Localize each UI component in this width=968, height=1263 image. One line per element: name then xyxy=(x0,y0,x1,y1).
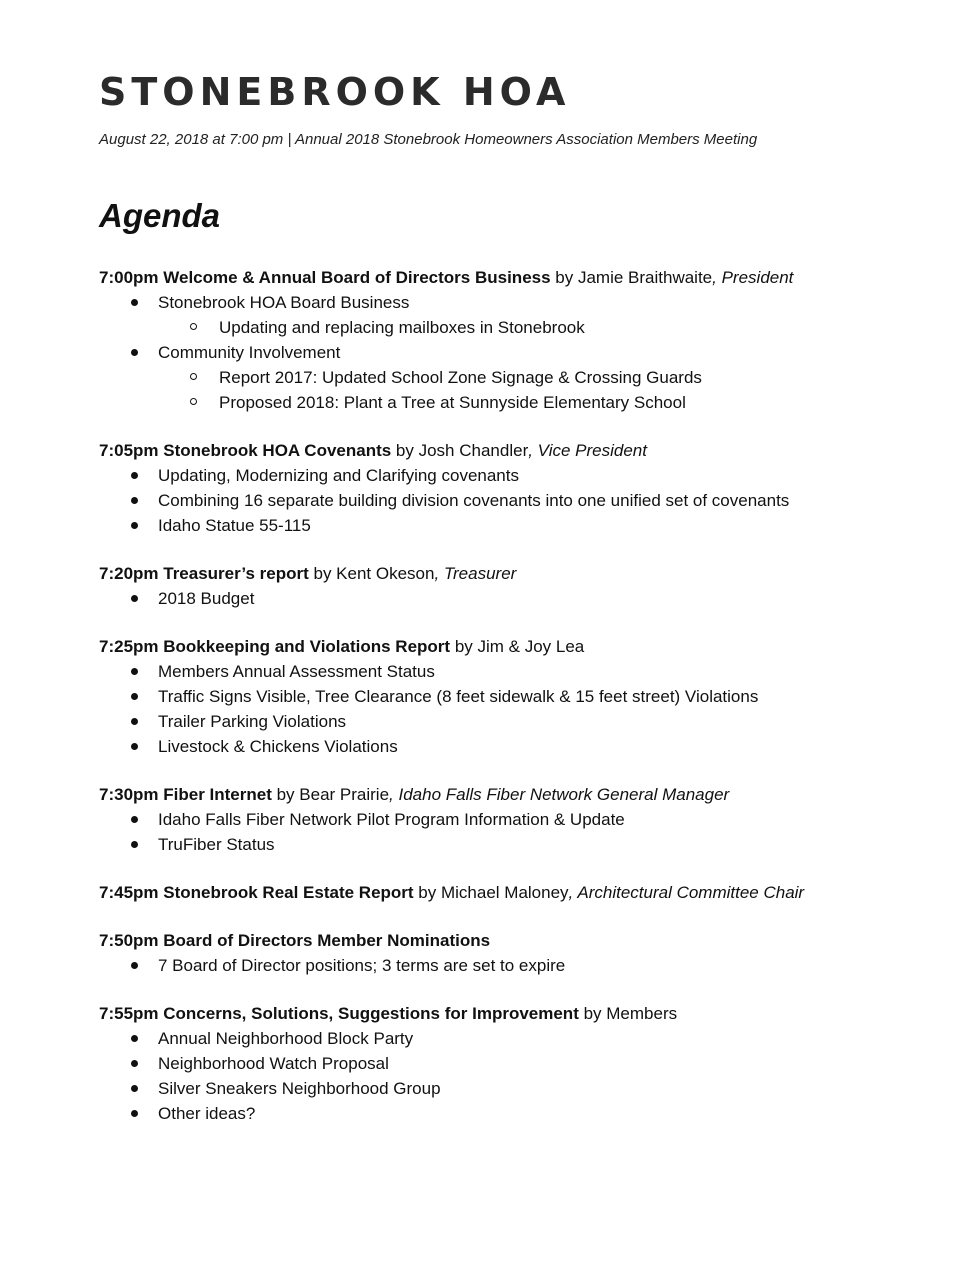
bullet-text: 2018 Budget xyxy=(158,589,255,608)
bullet-item xyxy=(99,290,919,315)
hollow-circle-icon xyxy=(190,398,197,405)
bullet-list xyxy=(99,1026,919,1126)
bullet-text: Stonebrook HOA Board Business xyxy=(158,293,410,312)
agenda-item-heading xyxy=(99,265,919,290)
agenda-item-role: , Idaho Falls Fiber Network General Manager xyxy=(389,785,730,804)
bullet-text: Traffic Signs Visible, Tree Clearance (8 feet sidewalk & 15 feet street) Violations xyxy=(158,687,759,706)
bullet-dot-icon xyxy=(131,1060,138,1067)
agenda-item xyxy=(99,265,919,415)
agenda-item-role: , Treasurer xyxy=(434,564,517,583)
bullet-text: Community Involvement xyxy=(158,343,341,362)
bullet-dot-icon xyxy=(131,1085,138,1092)
bullet-text: Annual Neighborhood Block Party xyxy=(158,1029,414,1048)
bullet-dot-icon xyxy=(131,497,138,504)
bullet-list xyxy=(99,659,919,759)
bullet-list xyxy=(99,586,919,611)
agenda-item-time-title: 7:00pm Welcome & Annual Board of Directors Business xyxy=(99,268,551,287)
agenda-item-time-title: 7:25pm Bookkeeping and Violations Report xyxy=(99,637,451,656)
bullet-dot-icon xyxy=(131,668,138,675)
agenda-heading: Agenda xyxy=(99,197,221,234)
bullet-text: Trailer Parking Violations xyxy=(158,712,347,731)
agenda-item xyxy=(99,928,919,978)
bullet-text: Idaho Statue 55-115 xyxy=(158,516,311,535)
bullet-item xyxy=(99,463,919,488)
bullet-item xyxy=(99,734,919,759)
bullet-text: Other ideas? xyxy=(158,1104,256,1123)
bullet-item xyxy=(99,807,919,832)
agenda-item-heading xyxy=(99,561,919,586)
bullet-text: Neighborhood Watch Proposal xyxy=(158,1054,389,1073)
agenda-items xyxy=(99,265,919,1149)
agenda-item-role: , Vice President xyxy=(528,441,647,460)
bullet-text: Updating, Modernizing and Clarifying covenants xyxy=(158,466,519,485)
bullet-list xyxy=(99,953,919,978)
agenda-item-presenter: by Josh Chandler xyxy=(391,441,529,460)
agenda-item-time-title: 7:05pm Stonebrook HOA Covenants xyxy=(99,441,392,460)
bullet-list xyxy=(99,290,919,415)
agenda-item-presenter: by Kent Okeson xyxy=(308,564,435,583)
bullet-dot-icon xyxy=(131,472,138,479)
agenda-item xyxy=(99,1001,919,1126)
bullet-dot-icon xyxy=(131,299,138,306)
agenda-item-time-title: 7:50pm Board of Directors Member Nominations xyxy=(99,931,491,950)
sub-bullet-text: Report 2017: Updated School Zone Signage & Crossing Guards xyxy=(219,368,702,387)
bullet-text: Members Annual Assessment Status xyxy=(158,662,435,681)
bullet-item xyxy=(99,1101,919,1126)
agenda-item-presenter: by Jamie Braithwaite xyxy=(550,268,713,287)
sub-bullet-list xyxy=(99,315,919,340)
bullet-text: Combining 16 separate building division covenants into one unified set of covenants xyxy=(158,491,790,510)
sub-bullet-list xyxy=(99,365,919,415)
agenda-item xyxy=(99,561,919,611)
bullet-item xyxy=(99,659,919,684)
bullet-dot-icon xyxy=(131,841,138,848)
bullet-item xyxy=(99,684,919,709)
bullet-dot-icon xyxy=(131,693,138,700)
agenda-item-time-title: 7:45pm Stonebrook Real Estate Report xyxy=(99,883,414,902)
bullet-list xyxy=(99,807,919,857)
agenda-item-presenter: by Members xyxy=(578,1004,678,1023)
bullet-dot-icon xyxy=(131,718,138,725)
bullet-item xyxy=(99,340,919,365)
bullet-dot-icon xyxy=(131,1110,138,1117)
bullet-item xyxy=(99,1051,919,1076)
bullet-text: Silver Sneakers Neighborhood Group xyxy=(158,1079,441,1098)
sub-bullet-item xyxy=(99,390,919,415)
meeting-line: August 22, 2018 at 7:00 pm | Annual 2018 Stonebrook Homeowners Association Members Meeting xyxy=(99,131,758,148)
agenda-item-heading xyxy=(99,880,919,905)
bullet-dot-icon xyxy=(131,1035,138,1042)
sub-bullet-item xyxy=(99,365,919,390)
agenda-item-heading xyxy=(99,928,919,953)
bullet-dot-icon xyxy=(131,349,138,356)
bullet-item xyxy=(99,513,919,538)
bullet-item xyxy=(99,832,919,857)
bullet-text: Idaho Falls Fiber Network Pilot Program Information & Update xyxy=(158,810,625,829)
agenda-item-heading xyxy=(99,634,919,659)
agenda-item-role: , President xyxy=(712,268,794,287)
hollow-circle-icon xyxy=(190,373,197,380)
bullet-list xyxy=(99,463,919,538)
bullet-dot-icon xyxy=(131,743,138,750)
sub-bullet-text: Proposed 2018: Plant a Tree at Sunnyside Elementary School xyxy=(219,393,686,412)
bullet-dot-icon xyxy=(131,962,138,969)
hollow-circle-icon xyxy=(190,323,197,330)
agenda-item xyxy=(99,782,919,857)
bullet-item xyxy=(99,1026,919,1051)
agenda-item-presenter: by Jim & Joy Lea xyxy=(450,637,585,656)
agenda-item-presenter: by Michael Maloney xyxy=(413,883,569,902)
agenda-item-heading xyxy=(99,438,919,463)
agenda-item-time-title: 7:20pm Treasurer’s report xyxy=(99,564,309,583)
bullet-text: TruFiber Status xyxy=(158,835,275,854)
agenda-item-time-title: 7:55pm Concerns, Solutions, Suggestions for Improvement xyxy=(99,1004,579,1023)
bullet-dot-icon xyxy=(131,522,138,529)
bullet-item xyxy=(99,488,919,513)
sub-bullet-text: Updating and replacing mailboxes in Stonebrook xyxy=(219,318,585,337)
agenda-item-heading xyxy=(99,782,919,807)
bullet-text: 7 Board of Director positions; 3 terms are set to expire xyxy=(158,956,566,975)
bullet-item xyxy=(99,586,919,611)
bullet-dot-icon xyxy=(131,816,138,823)
agenda-item-time-title: 7:30pm Fiber Internet xyxy=(99,785,272,804)
org-title: STONEBROOK HOA xyxy=(99,70,571,114)
agenda-item xyxy=(99,438,919,538)
agenda-item-role: , Architectural Committee Chair xyxy=(568,883,805,902)
agenda-item-presenter: by Bear Prairie xyxy=(271,785,390,804)
agenda-item-heading xyxy=(99,1001,919,1026)
bullet-text: Livestock & Chickens Violations xyxy=(158,737,398,756)
agenda-item xyxy=(99,880,919,905)
bullet-item xyxy=(99,953,919,978)
sub-bullet-item xyxy=(99,315,919,340)
bullet-item xyxy=(99,1076,919,1101)
bullet-dot-icon xyxy=(131,595,138,602)
bullet-item xyxy=(99,709,919,734)
agenda-item xyxy=(99,634,919,759)
